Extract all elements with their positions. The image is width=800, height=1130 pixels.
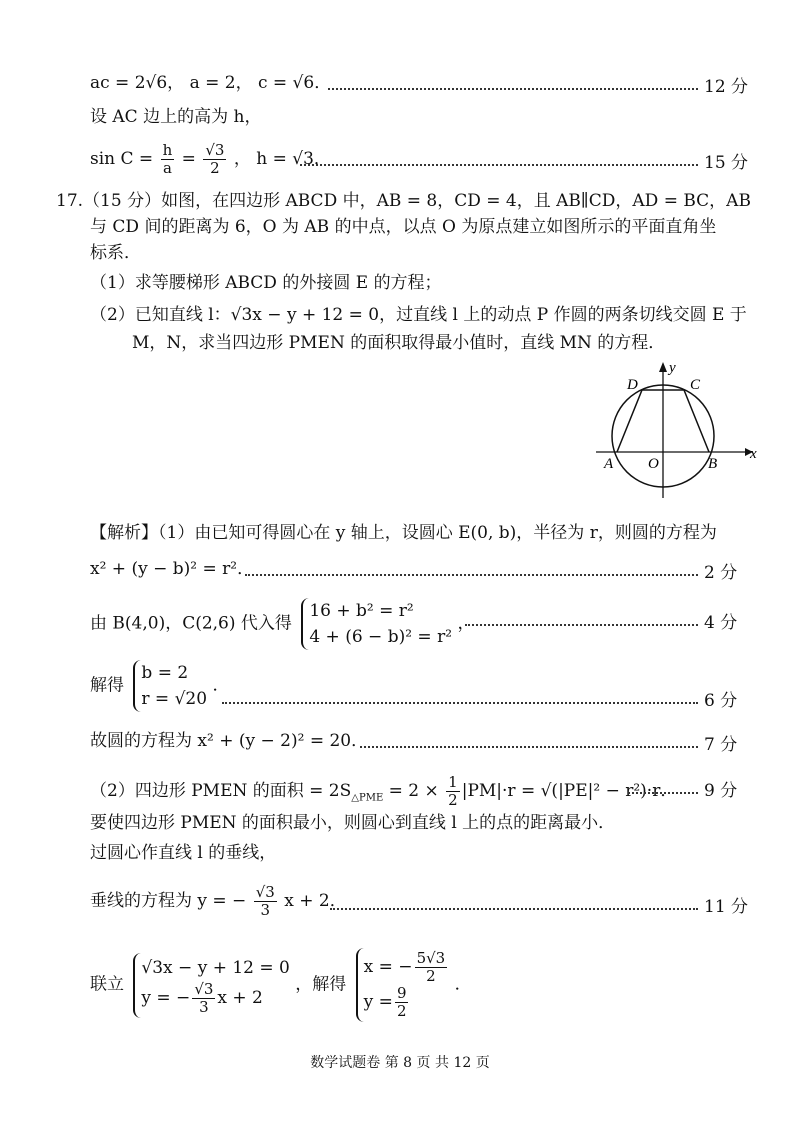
perp-eq-text: 垂线的方程为 y = −	[90, 891, 247, 911]
substitute-text: 由 B(4,0)，C(2,6) 代入得	[90, 613, 292, 634]
circle-trapezoid-figure	[590, 356, 758, 502]
label-D: D	[627, 377, 638, 393]
dot-leader	[360, 746, 698, 748]
solution-perp: 过圆心作直线 l 的垂线，	[90, 843, 277, 863]
solution-solve	[90, 660, 229, 712]
frac-half: $\frac{1}{2}$	[448, 773, 458, 809]
system-3-eq1: √3x − y + 12 = 0	[141, 957, 290, 978]
system-1-eq2: 4 + (6 − b)² = r²	[309, 627, 453, 647]
label-B: B	[708, 456, 718, 472]
frac-sqrt3-over-3: $\frac{√3}{3}$	[255, 883, 275, 919]
h-value: ， h = √3．	[233, 149, 331, 169]
label-y: y	[669, 360, 676, 376]
dot-leader	[300, 164, 698, 166]
score-15: 15 分	[704, 153, 749, 173]
sinC-lhs: sin C =	[90, 149, 154, 169]
dot-leader	[330, 908, 698, 910]
system-2-eq1: b = 2	[141, 663, 189, 683]
label-x: x	[750, 446, 757, 462]
page-footer: 数学试题卷 第 8 页 共 12 页	[310, 1055, 490, 1071]
y-axis-arrow	[659, 362, 667, 372]
score-7: 7 分	[704, 735, 738, 755]
solve-text-2: ，解得	[295, 974, 347, 995]
dot-leader	[328, 88, 698, 90]
score-9: 9 分	[704, 781, 738, 801]
pre-line1: ac = 2√6， a = 2， c = √6．	[90, 73, 332, 93]
dot-leader	[245, 574, 698, 576]
system-2	[133, 660, 207, 712]
problem-line2: 与 CD 间的距离为 6，O 为 AB 的中点，以点 O 为原点建立如图所示的平面直角坐	[90, 217, 717, 237]
system-3	[133, 953, 289, 1018]
system-4	[356, 948, 450, 1022]
solution-circle-eq: x² + (y − b)² = r²．	[90, 559, 255, 579]
system-1	[301, 598, 452, 650]
system-4-eq1: x = − $\frac{5√3}{2}$	[363, 949, 446, 985]
pre-line3	[90, 142, 331, 177]
frac-h-over-a: $\frac{h}{a}$	[162, 141, 173, 177]
period: ．	[454, 974, 472, 995]
system-3-eq2: y = − $\frac{√3}{3}$ x + 2	[141, 979, 263, 1016]
question-1: （1）求等腰梯形 ABCD 的外接圆 E 的方程；	[90, 273, 442, 293]
label-O: O	[648, 456, 659, 472]
score-6: 6 分	[704, 691, 738, 711]
solution-perp-eq	[90, 884, 347, 919]
comma: ，	[457, 613, 475, 634]
score-12: 12 分	[704, 77, 749, 97]
score-11: 11 分	[704, 897, 749, 917]
system-2-eq2: r = √20	[141, 689, 208, 709]
area-text: （2）四边形 PMEN 的面积 = 2S	[90, 781, 352, 801]
period: ．	[212, 675, 230, 696]
solution-substitute	[90, 598, 474, 650]
label-C: C	[690, 377, 701, 393]
label-A: A	[604, 456, 614, 472]
system-text: 联立	[90, 974, 124, 995]
solve-text: 解得	[90, 675, 124, 696]
system-1-eq1: 16 + b² = r²	[309, 601, 414, 621]
question-2b: M，N，求当四边形 PMEN 的面积取得最小值时，直线 MN 的方程．	[132, 333, 666, 353]
solution-final-circle: 故圆的方程为 x² + (y − 2)² = 20．	[90, 731, 369, 751]
equals: =	[181, 149, 196, 169]
dot-leader	[628, 792, 698, 794]
perp-eq-tail: x + 2．	[284, 891, 347, 911]
solution-area	[90, 774, 677, 809]
score-4: 4 分	[704, 613, 738, 633]
area-mid: = 2 ×	[383, 781, 439, 801]
area-subscript: △PME	[351, 792, 384, 804]
solution-min: 要使四边形 PMEN 的面积最小，则圆心到直线 l 上的点的距离最小．	[90, 813, 616, 833]
dot-leader	[465, 624, 698, 626]
dot-leader	[222, 702, 698, 704]
problem-line1: 17.（15 分）如图，在四边形 ABCD 中，AB = 8，CD = 4，且 AB∥CD，AD = BC，AB	[56, 191, 751, 211]
problem-line3: 标系．	[90, 243, 141, 263]
frac-sqrt3-over-2: $\frac{√3}{2}$	[205, 141, 225, 177]
score-2: 2 分	[704, 563, 738, 583]
question-2a: （2）已知直线 l：√3x − y + 12 = 0，过直线 l 上的动点 P 作圆的两条切线交圆 E 于	[90, 305, 747, 325]
solution-intro: 【解析】（1）由已知可得圆心在 y 轴上，设圆心 E(0, b)，半径为 r，则圆的方程为	[90, 523, 717, 543]
pre-line2: 设 AC 边上的高为 h，	[90, 107, 262, 127]
system-4-eq2: y = $\frac{9}{2}$	[363, 984, 407, 1020]
area-rest: |PM|·r = √(|PE|² − r²)·r．	[461, 781, 678, 801]
solution-system	[90, 948, 472, 1022]
